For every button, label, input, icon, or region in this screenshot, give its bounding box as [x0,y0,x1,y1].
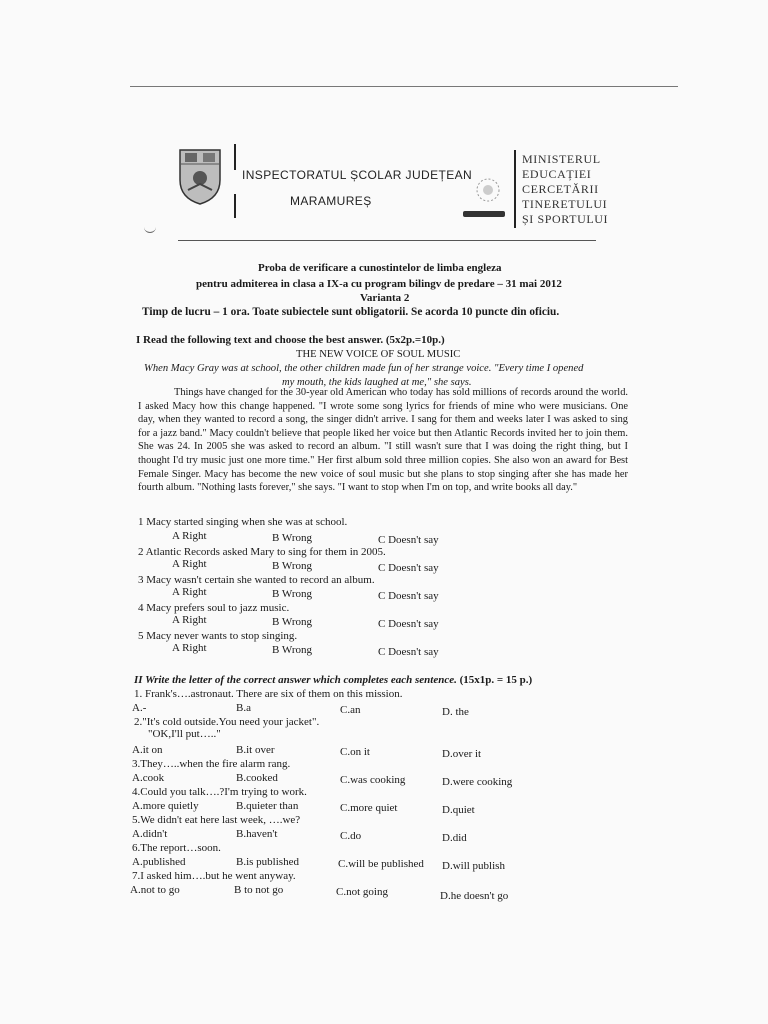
item2-option-b: B.it over [236,744,275,756]
exam-title: Proba de verificare a cunostintelor de limba engleza [258,262,502,274]
header-divider-left-top [234,144,236,170]
item4-option-c: C.more quiet [340,802,398,814]
ministry-emblem-icon [470,176,506,206]
section2-heading-text: II Write the letter of the correct answer which completes each sentence. [134,674,457,686]
county-name: MARAMUREȘ [290,194,372,208]
item1-option-d: D. the [442,706,469,718]
ministry-line: CERCETĂRII [522,182,599,196]
q1-option-a: A Right [172,530,207,542]
item7-option-b: B to not go [234,884,284,896]
item3-option-d: D.were cooking [442,776,513,788]
exam-subtitle: pentru admiterea in clasa a IX-a cu program bilingv de predare – 31 mai 2012 [196,278,562,290]
item1-option-c: C.an [340,704,361,716]
reading-intro-line2: my mouth, the kids laughed at me," she says. [282,377,472,388]
reading-title: THE NEW VOICE OF SOUL MUSIC [296,349,461,360]
item1-option-b: B.a [236,702,251,714]
item5-question: 5.We didn't eat here last week, ….we? [132,814,301,826]
item5-option-a: A.didn't [132,828,168,840]
q3-option-c: C Doesn't say [378,590,439,602]
question-2: 2 Atlantic Records asked Mary to sing for them in 2005. [138,546,386,558]
q5-option-c: C Doesn't say [378,646,439,658]
item6-option-d: D.will publish [442,860,505,872]
ministry-line: ȘI SPORTULUI [522,212,609,226]
item3-option-c: C.was cooking [340,774,406,786]
item3-option-b: B.cooked [236,772,278,784]
item2-option-a: A.it on [132,744,163,756]
ministry-divider [514,150,516,228]
reading-passage [138,386,628,495]
section2-points: (15x1p. = 15 p.) [459,674,533,686]
scan-edge-line [130,86,678,87]
item6-option-a: A.published [132,856,186,868]
exam-instructions: Timp de lucru – 1 ora. Toate subiectele sunt obligatorii. Se acorda 10 puncte din oficiu. [142,306,560,318]
item5-option-b: B.haven't [236,828,278,840]
q5-option-b: B Wrong [272,644,312,656]
item2-question-line2: "OK,I'll put….." [148,728,221,740]
item7-option-a: A.not to go [130,884,180,896]
question-1: 1 Macy started singing when she was at school. [138,516,348,528]
section2-heading [134,674,532,687]
q5-option-a: A Right [172,642,207,654]
item4-option-b: B.quieter than [236,800,299,812]
item4-option-d: D.quiet [442,804,475,816]
item1-question: 1. Frank's….astronaut. There are six of them on this mission. [134,688,403,700]
item7-option-d: D.he doesn't go [440,890,509,902]
reading-intro-line1: When Macy Gray was at school, the other children made fun of her strange voice. "Every time I opened [144,363,584,374]
q4-option-a: A Right [172,614,207,626]
romania-flag-badge [463,211,505,217]
q2-option-b: B Wrong [272,560,312,572]
item2-option-c: C.on it [340,746,370,758]
q3-option-b: B Wrong [272,588,312,600]
header-divider-left-bottom [234,194,236,218]
item2-question: 2."It's cold outside.You need your jacket". [134,716,320,728]
item4-option-a: A.more quietly [132,800,199,812]
inspectorate-name: INSPECTORATUL ȘCOLAR JUDEȚEAN [242,168,473,182]
reading-paragraph: Things have changed for the 30-year old American who today has sold millions of records around the world. I asked Macy how this change happened. "I wrote some song lyrics for friends of mine who were musicians. One day, when they wanted to record a song, the singer didn't arrive. I sang for them and weeks later I was asked to sing for a jazz band." Macy couldn't believe that people liked her voice but then Atlantic Records invited her to join them. She was 24. In 2005 she was asked to record an album. "I still wasn't sure that I was doing the right thing, but I thought I'd try music just one more time." Her first album sold three million copies. She also won an award for Best Female Singer. Macy has become the new voice of soul music but she plans to stop singing after she has made her fourth album. "Nothing lasts forever," she says. "I want to stop when I'm on top, and write books all day." [138,387,628,494]
item4-question: 4.Could you talk….?I'm trying to work. [132,786,307,798]
item6-option-b: B.is published [236,856,299,868]
item7-option-c: C.not going [336,886,388,898]
ministry-line: MINISTERUL [522,152,601,166]
q2-option-c: C Doesn't say [378,562,439,574]
item7-question: 7.I asked him….but he went anyway. [132,870,296,882]
question-5: 5 Macy never wants to stop singing. [138,630,298,642]
q1-option-c: C Doesn't say [378,534,439,546]
q4-option-c: C Doesn't say [378,618,439,630]
header-rule [178,240,596,241]
section1-heading: I Read the following text and choose the best answer. (5x2p.=10p.) [136,334,445,346]
ministry-line: TINERETULUI [522,197,608,211]
q2-option-a: A Right [172,558,207,570]
item3-option-a: A.cook [132,772,165,784]
county-crest-icon [176,146,224,206]
q4-option-b: B Wrong [272,616,312,628]
item6-question: 6.The report…soon. [132,842,221,854]
ministry-line: EDUCAȚIEI [522,167,592,181]
q1-option-b: B Wrong [272,532,312,544]
item5-option-d: D.did [442,832,467,844]
q3-option-a: A Right [172,586,207,598]
exam-variant: Varianta 2 [360,292,410,304]
question-4: 4 Macy prefers soul to jazz music. [138,602,290,614]
item3-question: 3.They…..when the fire alarm rang. [132,758,291,770]
scan-mark [144,226,156,233]
item6-option-c: C.will be published [338,858,424,870]
item2-option-d: D.over it [442,748,482,760]
ministry-name [522,152,608,227]
question-3: 3 Macy wasn't certain she wanted to record an album. [138,574,375,586]
item5-option-c: C.do [340,830,362,842]
item1-option-a: A.- [132,702,147,714]
